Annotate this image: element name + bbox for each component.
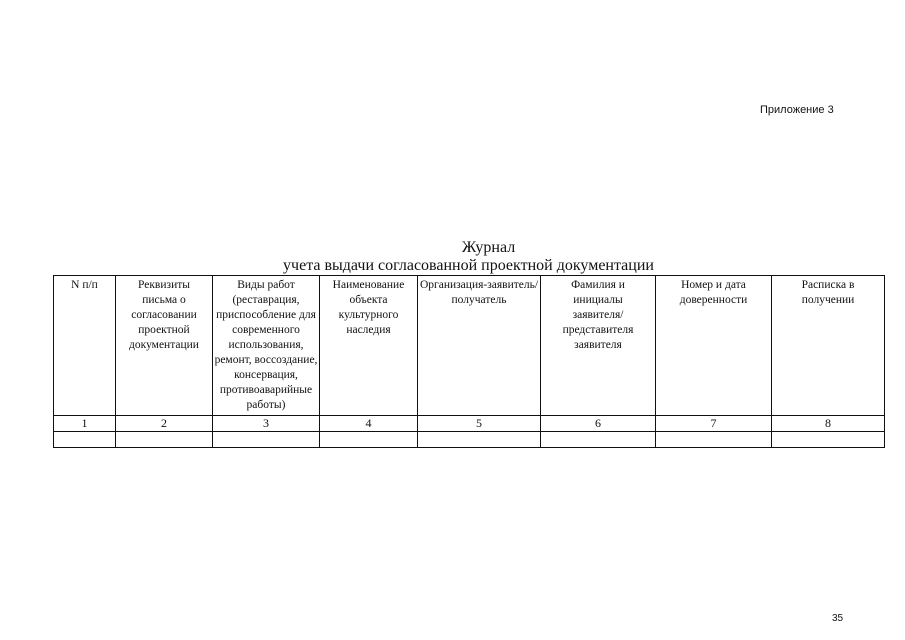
header-cell-1: N п/п (54, 276, 116, 416)
empty-cell (54, 432, 116, 448)
appendix-label: Приложение 3 (760, 104, 834, 116)
header-cell-3: Виды работ (реставрация, приспособление для современного использования, ремонт, воссоздание, консервация, противоаварийные работы) (213, 276, 320, 416)
column-number: 5 (418, 416, 541, 432)
column-number: 3 (213, 416, 320, 432)
column-number: 4 (320, 416, 418, 432)
column-number: 7 (656, 416, 772, 432)
column-number-row (54, 416, 885, 432)
empty-cell (320, 432, 418, 448)
header-row (54, 276, 885, 416)
header-cell-7: Номер и дата доверенности (656, 276, 772, 416)
column-number: 6 (541, 416, 656, 432)
journal-title (53, 238, 884, 274)
empty-cell (541, 432, 656, 448)
empty-cell (213, 432, 320, 448)
header-cell-5: Организация-заявитель/получатель (418, 276, 541, 416)
empty-cell (418, 432, 541, 448)
header-cell-4: Наименование объекта культурного наследия (320, 276, 418, 416)
header-cell-8: Расписка в получении (772, 276, 885, 416)
title-line-2: учета выдачи согласованной проектной документации (283, 257, 654, 274)
column-number: 8 (772, 416, 885, 432)
title-line-1: Журнал (461, 239, 516, 256)
empty-cell (116, 432, 213, 448)
empty-cell (772, 432, 885, 448)
journal-table (53, 275, 885, 448)
column-number: 1 (54, 416, 116, 432)
empty-row (54, 432, 885, 448)
empty-cell (656, 432, 772, 448)
column-number: 2 (116, 416, 213, 432)
page-number: 35 (832, 613, 844, 624)
header-cell-6: Фамилия и инициалы заявителя/ представителя заявителя (541, 276, 656, 416)
header-cell-2: Реквизиты письма о согласовании проектной документации (116, 276, 213, 416)
